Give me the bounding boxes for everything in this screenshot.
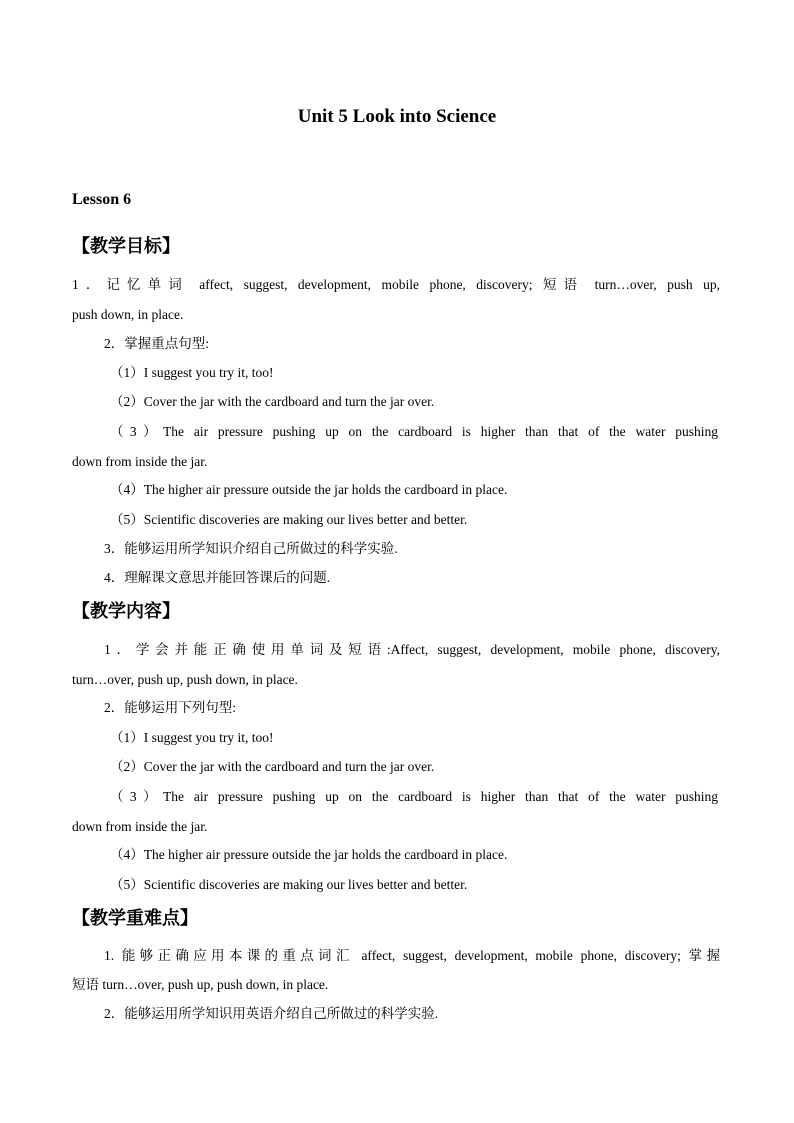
content-1-line-2: turn…over, push up, push down, in place. (72, 672, 298, 687)
objective-sentence-1: （1）I suggest you try it, too! (110, 365, 274, 380)
keypoint-1-line-2: 短语 turn…over, push up, push down, in place. (72, 977, 329, 992)
objective-4: 4．理解课文意思并能回答课后的问题. (104, 570, 331, 585)
content-sentence-5: （5）Scientific discoveries are making our lives better and better. (110, 877, 468, 892)
content-sentence-3-line-1: （3）The air pressure pushing up on the cardboard is higher than that of the water pushing (110, 789, 718, 804)
content-sentence-4: （4）The higher air pressure outside the jar holds the cardboard in place. (110, 847, 508, 862)
objective-sentence-2: （2）Cover the jar with the cardboard and turn the jar over. (110, 394, 435, 409)
objective-2: 2．掌握重点句型: (104, 336, 210, 351)
objective-sentence-5: （5）Scientific discoveries are making our lives better and better. (110, 512, 468, 527)
objective-sentence-3-line-2: down from inside the jar. (72, 454, 208, 469)
section-heading-keypoints: 【教学重难点】 (72, 908, 198, 929)
content-sentence-3-line-2: down from inside the jar. (72, 819, 208, 834)
section-heading-content: 【教学内容】 (72, 601, 180, 622)
objective-1-line-2: push down, in place. (72, 307, 184, 322)
keypoint-2: 2．能够运用所学知识用英语介绍自己所做过的科学实验. (104, 1006, 439, 1021)
objective-sentence-4: （4）The higher air pressure outside the jar holds the cardboard in place. (110, 482, 508, 497)
content-1-line-1: 1．学会并能正确使用单词及短语:Affect, suggest, development, mobile phone, discovery, (104, 642, 720, 657)
objective-sentence-3-line-1: （3）The air pressure pushing up on the cardboard is higher than that of the water pushing (110, 424, 718, 439)
content-2: 2．能够运用下列句型: (104, 700, 237, 715)
objective-1-line-1: 1．记忆单词 affect, suggest, development, mobile phone, discovery; 短语 turn…over, push up, (72, 277, 720, 292)
keypoint-1-line-1: 1. 能够正确应用本课的重点词汇 affect, suggest, development, mobile phone, discovery; 掌握 (104, 948, 720, 963)
lesson-label: Lesson 6 (72, 191, 132, 208)
objective-3: 3．能够运用所学知识介绍自己所做过的科学实验. (104, 541, 398, 556)
content-sentence-2: （2）Cover the jar with the cardboard and turn the jar over. (110, 759, 435, 774)
page-title: Unit 5 Look into Science (297, 106, 497, 127)
content-sentence-1: （1）I suggest you try it, too! (110, 730, 274, 745)
section-heading-objectives: 【教学目标】 (72, 236, 180, 257)
